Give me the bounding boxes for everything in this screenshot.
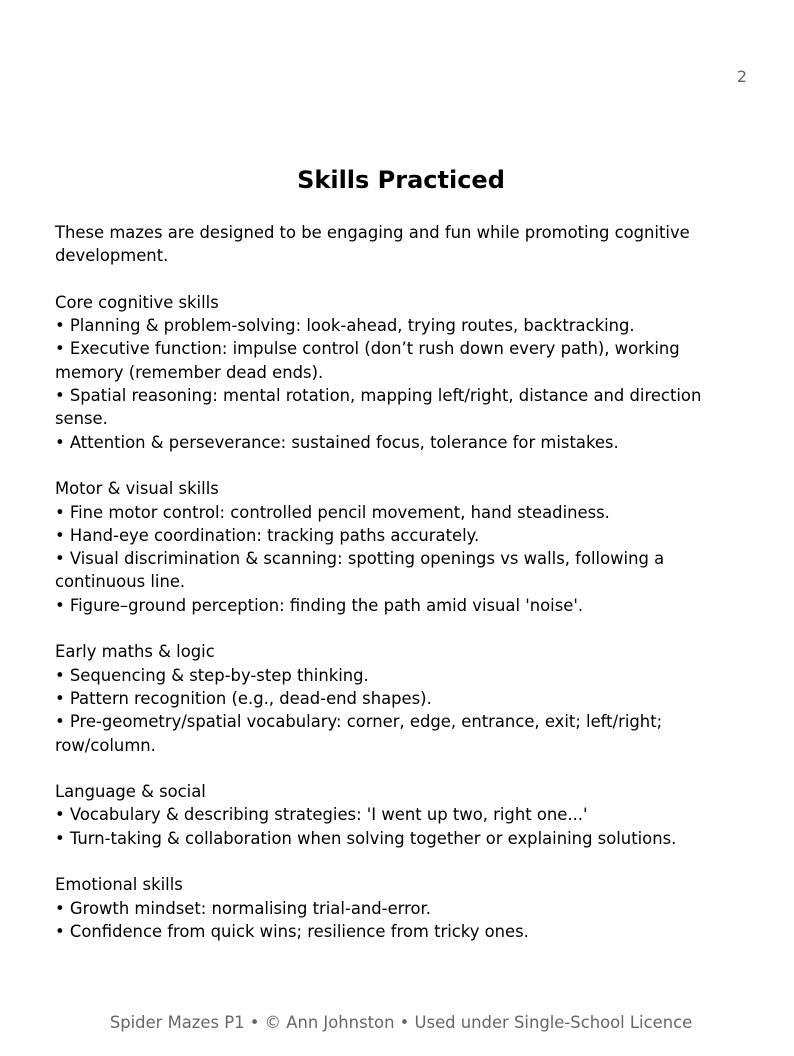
section-motor-visual — [55, 477, 731, 617]
page-footer: Spider Mazes P1 • © Ann Johnston • Used under Single-School Licence — [109, 1013, 693, 1032]
list-item: • Confidence from quick wins; resilience from tricky ones. — [55, 921, 529, 941]
list-item: • Visual discrimination & scanning: spotting openings vs walls, following a continuous line. — [55, 549, 665, 592]
page-number: 2 — [736, 67, 747, 86]
list-item: • Planning & problem-solving: look-ahead, trying routes, backtracking. — [55, 316, 635, 336]
section-early-maths — [55, 640, 731, 756]
section-emotional — [55, 873, 731, 943]
list-item: • Growth mindset: normalising trial-and-error. — [55, 898, 431, 918]
section-heading: Motor & visual skills — [55, 479, 219, 499]
list-item: • Fine motor control: controlled pencil movement, hand steadiness. — [55, 502, 610, 522]
list-item: • Spatial reasoning: mental rotation, mapping left/right, distance and direction sense. — [55, 386, 702, 429]
section-heading: Emotional skills — [55, 875, 183, 895]
list-item: • Figure–ground perception: finding the path amid visual 'noise'. — [55, 595, 584, 615]
intro-paragraph: These mazes are designed to be engaging and fun while promoting cognitive development. — [55, 223, 690, 266]
list-item: • Hand-eye coordination: tracking paths accurately. — [55, 525, 480, 545]
list-item: • Attention & perseverance: sustained focus, tolerance for mistakes. — [55, 432, 619, 452]
page-title: Skills Practiced — [297, 166, 505, 194]
list-item: • Sequencing & step-by-step thinking. — [55, 665, 369, 685]
list-item: • Pre-geometry/spatial vocabulary: corner, edge, entrance, exit; left/right; row/column. — [55, 712, 663, 755]
list-item: • Pattern recognition (e.g., dead-end shapes). — [55, 688, 432, 708]
section-heading: Core cognitive skills — [55, 292, 219, 312]
page-content — [55, 221, 731, 943]
section-heading: Early maths & logic — [55, 642, 215, 662]
list-item: • Vocabulary & describing strategies: 'I went up two, right one...' — [55, 805, 588, 825]
list-item: • Executive function: impulse control (don’t rush down every path), working memory (remember dead ends). — [55, 339, 680, 382]
list-item: • Turn-taking & collaboration when solving together or explaining solutions. — [55, 828, 677, 848]
section-heading: Language & social — [55, 782, 206, 802]
section-language-social — [55, 780, 731, 850]
section-core-cognitive — [55, 291, 731, 454]
